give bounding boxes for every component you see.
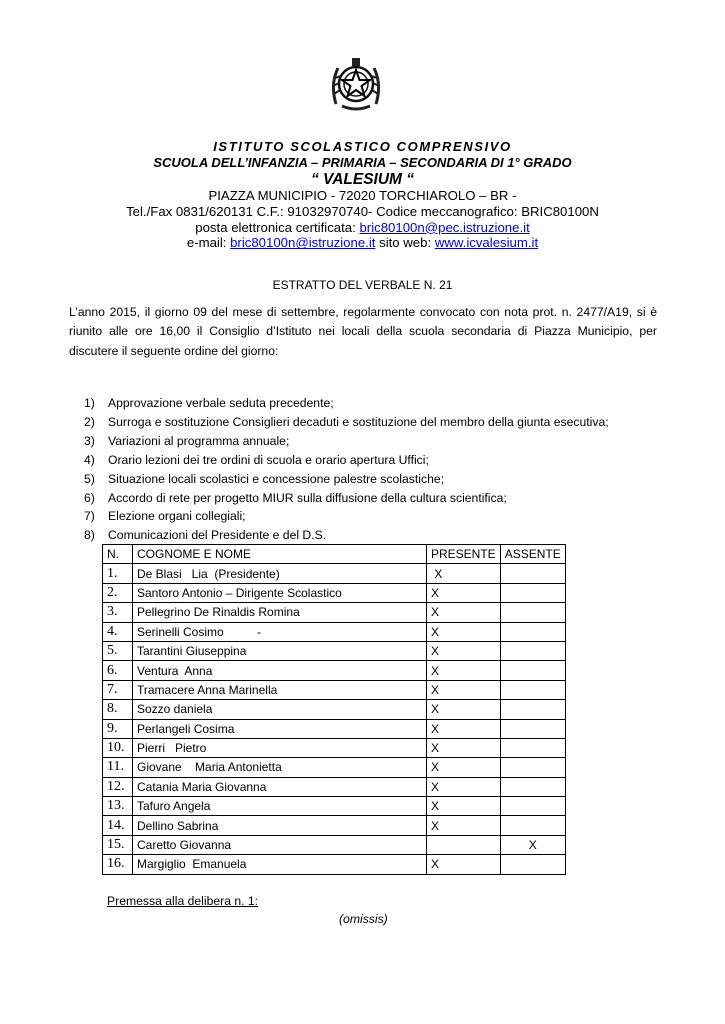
header-cell-assente: ASSENTE xyxy=(500,545,565,564)
row-name-cell: Margiglio Emanuela xyxy=(133,855,427,874)
row-name-cell: Serinelli Cosimo - xyxy=(133,622,427,641)
row-assente-cell xyxy=(500,583,565,602)
table-row xyxy=(103,622,566,641)
table-row xyxy=(103,855,566,874)
row-name-cell: Tarantini Giuseppina xyxy=(133,641,427,660)
agenda-item-number: 2) xyxy=(84,414,95,429)
table-row xyxy=(103,641,566,660)
row-assente-cell xyxy=(500,641,565,660)
row-number-cell: 9. xyxy=(103,719,133,738)
intro-line: L’anno 2015, il giorno 09 del mese di settembre, regolarmente convocato con nota prot. n. 2477/A19, si è xyxy=(69,305,657,319)
header-pec-line xyxy=(0,220,725,236)
row-presente-cell: X xyxy=(427,719,501,738)
agenda-item xyxy=(84,526,609,545)
row-presente-cell: X xyxy=(427,583,501,602)
agenda-item-number: 5) xyxy=(84,471,95,486)
agenda-item xyxy=(84,507,609,526)
agenda-item-text: Orario lezioni dei tre ordini di scuola e orario apertura Uffici; xyxy=(108,452,429,467)
table-row xyxy=(103,816,566,835)
row-number-cell: 1. xyxy=(103,564,133,583)
row-number-cell: 16. xyxy=(103,855,133,874)
header-telfax: Tel./Fax 0831/620131 C.F.: 91032970740- Codice meccanografico: BRIC80100N xyxy=(126,203,599,219)
agenda-item-number: 8) xyxy=(84,528,95,543)
row-assente-cell xyxy=(500,758,565,777)
table-row xyxy=(103,680,566,699)
agenda-item xyxy=(84,432,609,451)
row-name-cell: Tramacere Anna Marinella xyxy=(133,680,427,699)
table-row xyxy=(103,835,566,854)
table-header-row xyxy=(103,545,566,564)
republic-emblem-icon xyxy=(328,54,384,114)
row-number-cell: 5. xyxy=(103,641,133,660)
attendance-table xyxy=(102,544,566,875)
agenda-item-text: Approvazione verbale seduta precedente; xyxy=(108,396,334,410)
row-presente-cell: X xyxy=(427,738,501,757)
document-title: ESTRATTO DEL VERBALE N. 21 xyxy=(272,278,453,292)
row-number-cell: 8. xyxy=(103,700,133,719)
agenda-item xyxy=(84,413,609,432)
row-assente-cell xyxy=(500,564,565,583)
email-label: e-mail: xyxy=(186,235,231,251)
table-row xyxy=(103,700,566,719)
intro-line: discutere il seguente ordine del giorno: xyxy=(69,343,279,358)
premessa-heading: Premessa alla delibera n. 1: xyxy=(107,894,259,908)
table-row xyxy=(103,583,566,602)
agenda-item xyxy=(84,451,609,470)
pec-label: posta elettronica certificata: xyxy=(195,219,360,235)
row-name-cell: Ventura Anna xyxy=(133,661,427,680)
row-presente-cell: X xyxy=(427,758,501,777)
row-name-cell: De Blasi Lia (Presidente) xyxy=(133,564,427,583)
intro-line: riunito alle ore 16,00 il Consiglio d’Istituto nei locali della scuola secondaria di Piazza Municipio, per xyxy=(69,324,657,339)
row-assente-cell xyxy=(500,661,565,680)
table-row xyxy=(103,797,566,816)
row-presente-cell: X xyxy=(427,816,501,835)
row-presente-cell: X xyxy=(427,622,501,641)
web-label: sito web: xyxy=(375,235,435,251)
agenda-item xyxy=(84,470,609,489)
row-presente-cell: X xyxy=(427,564,501,583)
row-presente-cell: X xyxy=(427,797,501,816)
agenda-list xyxy=(84,394,609,545)
row-assente-cell xyxy=(500,855,565,874)
row-number-cell: 10. xyxy=(103,738,133,757)
agenda-item-number: 6) xyxy=(84,490,95,505)
agenda-item-text: Accordo di rete per progetto MIUR sulla diffusione della cultura scientifica; xyxy=(108,490,507,505)
row-assente-cell: X xyxy=(500,835,565,854)
row-number-cell: 11. xyxy=(103,758,133,777)
header-cell-number: N. xyxy=(103,545,133,564)
row-name-cell: Giovane Maria Antonietta xyxy=(133,758,427,777)
row-assente-cell xyxy=(500,700,565,719)
table-row xyxy=(103,738,566,757)
row-assente-cell xyxy=(500,738,565,757)
row-name-cell: Pellegrino De Rinaldis Romina xyxy=(133,603,427,622)
omissis-text: (omissis) xyxy=(339,912,388,926)
table-row xyxy=(103,719,566,738)
row-number-cell: 13. xyxy=(103,797,133,816)
row-presente-cell: X xyxy=(427,777,501,796)
row-name-cell: Sozzo daniela xyxy=(133,700,427,719)
intro-paragraph xyxy=(69,303,657,361)
agenda-item-number: 1) xyxy=(84,396,95,410)
row-name-cell: Pierri Pietro xyxy=(133,738,427,757)
agenda-item-number: 4) xyxy=(84,452,95,467)
agenda-item-text: Situazione locali scolastici e concessione palestre scolastiche; xyxy=(108,471,445,486)
row-number-cell: 14. xyxy=(103,816,133,835)
school-header xyxy=(0,139,725,251)
header-school-name: “ VALESIUM “ xyxy=(310,171,415,188)
row-number-cell: 3. xyxy=(103,603,133,622)
row-number-cell: 2. xyxy=(103,583,133,602)
row-presente-cell: X xyxy=(427,603,501,622)
row-presente-cell: X xyxy=(427,680,501,699)
email-link[interactable]: bric80100n@istruzione.it xyxy=(230,235,376,251)
row-assente-cell xyxy=(500,603,565,622)
row-assente-cell xyxy=(500,797,565,816)
pec-link[interactable]: bric80100n@pec.istruzione.it xyxy=(359,219,530,235)
row-presente-cell: X xyxy=(427,700,501,719)
row-assente-cell xyxy=(500,777,565,796)
table-row xyxy=(103,564,566,583)
row-number-cell: 6. xyxy=(103,661,133,680)
table-row xyxy=(103,758,566,777)
table-row xyxy=(103,777,566,796)
agenda-item-text: Elezione organi collegiali; xyxy=(108,509,246,524)
header-address: PIAZZA MUNICIPIO - 72020 TORCHIAROLO – BR - xyxy=(208,188,517,203)
row-presente-cell xyxy=(427,835,501,854)
web-link[interactable]: www.icvalesium.it xyxy=(434,235,539,251)
header-email-line xyxy=(0,235,725,251)
table-row xyxy=(103,661,566,680)
header-line2: SCUOLA DELL’INFANZIA – PRIMARIA – SECONDARIA DI 1° GRADO xyxy=(153,155,572,170)
header-cell-presente: PRESENTE xyxy=(427,545,501,564)
header-cell-name: COGNOME E NOME xyxy=(133,545,427,564)
row-assente-cell xyxy=(500,719,565,738)
header-line1: ISTITUTO SCOLASTICO COMPRENSIVO xyxy=(213,139,512,154)
table-row xyxy=(103,603,566,622)
row-name-cell: Perlangeli Cosima xyxy=(133,719,427,738)
agenda-item-text: Surroga e sostituzione Consiglieri decaduti e sostituzione del membro della giunta esecutiva; xyxy=(108,414,609,429)
agenda-item xyxy=(84,489,609,508)
row-assente-cell xyxy=(500,816,565,835)
agenda-item xyxy=(84,394,609,413)
row-name-cell: Catania Maria Giovanna xyxy=(133,777,427,796)
agenda-item-number: 7) xyxy=(84,509,95,524)
agenda-item-text: Comunicazioni del Presidente e del D.S. xyxy=(108,528,327,543)
row-number-cell: 4. xyxy=(103,622,133,641)
row-assente-cell xyxy=(500,622,565,641)
row-name-cell: Caretto Giovanna xyxy=(133,835,427,854)
row-number-cell: 7. xyxy=(103,680,133,699)
agenda-item-text: Variazioni al programma annuale; xyxy=(108,433,290,448)
row-presente-cell: X xyxy=(427,855,501,874)
row-name-cell: Santoro Antonio – Dirigente Scolastico xyxy=(133,583,427,602)
agenda-item-number: 3) xyxy=(84,433,95,448)
row-number-cell: 12. xyxy=(103,777,133,796)
row-name-cell: Tafuro Angela xyxy=(133,797,427,816)
row-presente-cell: X xyxy=(427,641,501,660)
row-assente-cell xyxy=(500,680,565,699)
row-number-cell: 15. xyxy=(103,835,133,854)
row-name-cell: Dellino Sabrina xyxy=(133,816,427,835)
row-presente-cell: X xyxy=(427,661,501,680)
